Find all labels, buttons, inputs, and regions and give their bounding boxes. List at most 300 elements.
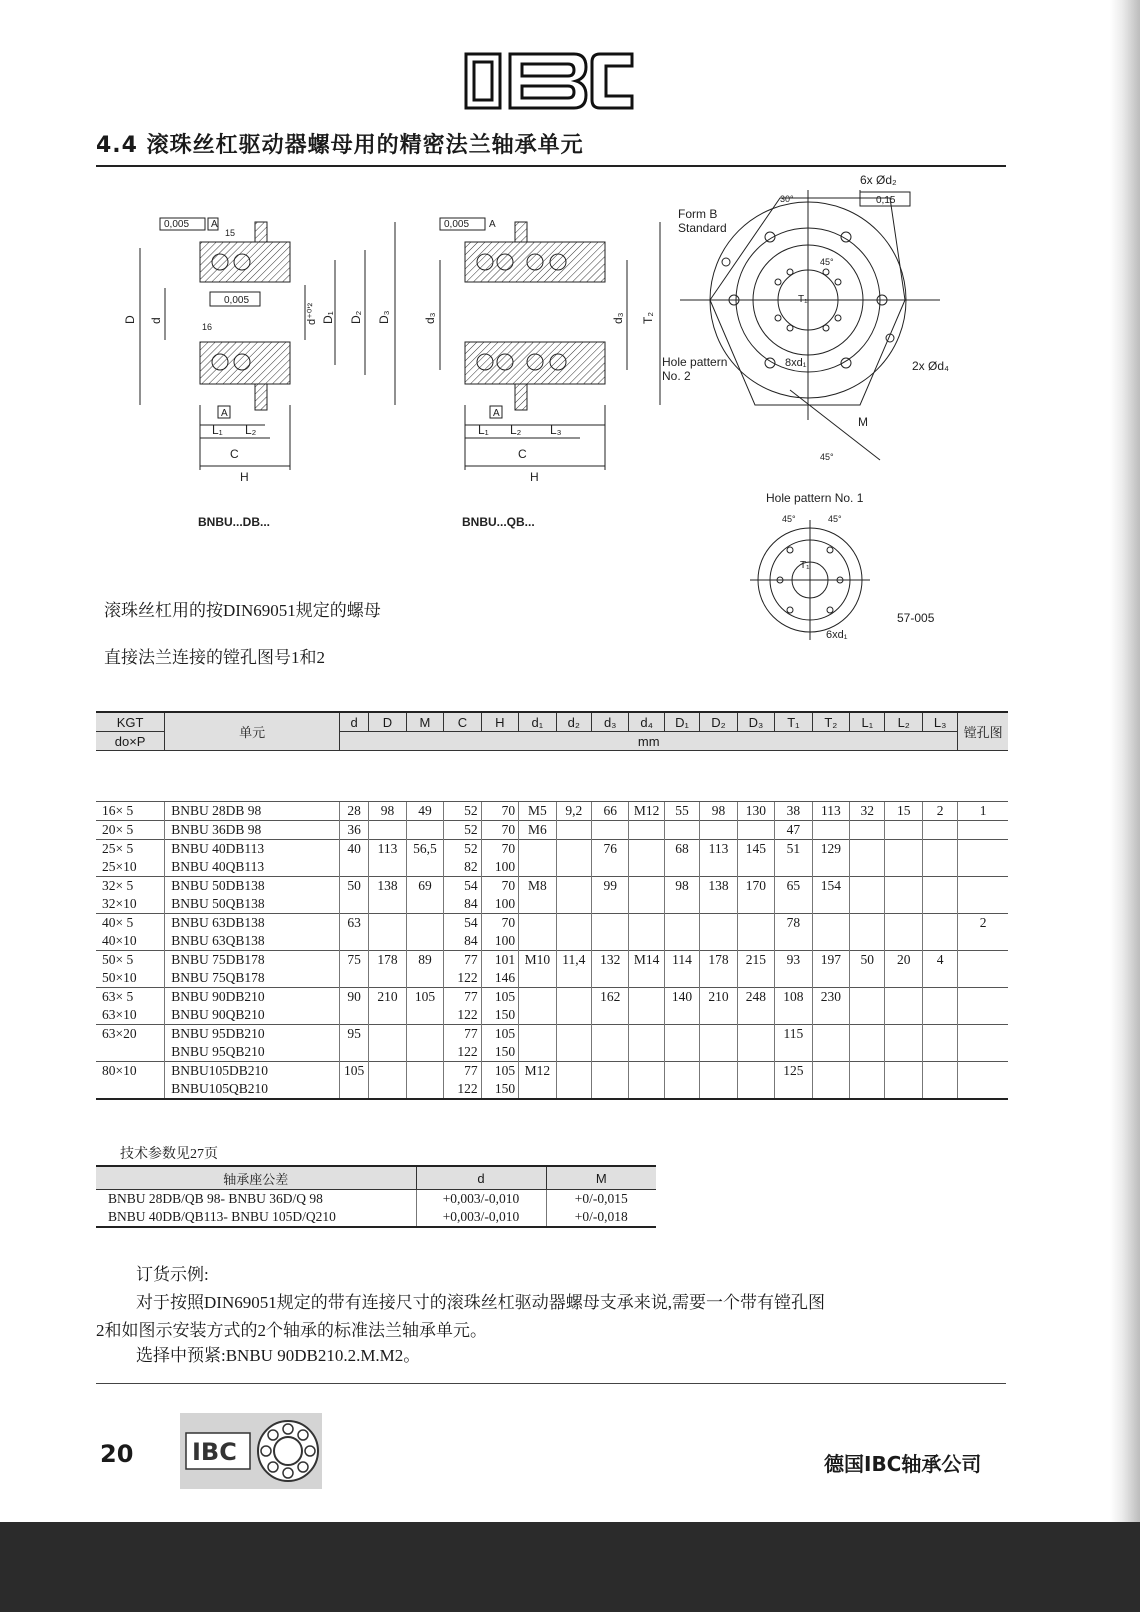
table-cell (885, 877, 922, 896)
table-cell: 150 (481, 1080, 518, 1098)
table-cell (629, 877, 664, 896)
table-cell (629, 1043, 664, 1062)
datum-a-mid: A (493, 408, 500, 419)
table-row (96, 821, 1008, 840)
table-cell: 129 (812, 840, 849, 859)
table-cell: 108 (775, 988, 812, 1007)
cell-kgt: 40× 5 (96, 914, 165, 933)
table-cell (812, 1062, 849, 1081)
cell-kgt (96, 1043, 165, 1062)
order-line-3: 选择中预紧:BNBU 90DB210.2.M.M2。 (136, 1346, 421, 1365)
label-6xd2: 6x Ød₂ (860, 173, 897, 187)
table-cell (519, 988, 556, 1007)
head-col: d₄ (629, 712, 664, 732)
table-cell (958, 951, 1008, 970)
table-cell (369, 969, 406, 988)
table-cell (340, 1080, 369, 1098)
table-cell (664, 1006, 699, 1025)
table-cell: 40 (340, 840, 369, 859)
table-cell (850, 914, 885, 933)
cell-kgt: 50× 5 (96, 951, 165, 970)
table-cell: 52 (444, 802, 481, 821)
head-col: M (406, 712, 443, 732)
table-cell: 98 (369, 802, 406, 821)
table-cell: 154 (812, 877, 849, 896)
table-cell (340, 858, 369, 877)
table-cell (591, 895, 628, 914)
table-cell: 68 (664, 840, 699, 859)
footer-logo-text: IBC (192, 1438, 237, 1466)
cell-kgt: 25× 5 (96, 840, 165, 859)
table-cell (700, 895, 737, 914)
table-cell (775, 895, 812, 914)
table-cell (737, 932, 774, 951)
label-H-mid: H (530, 470, 539, 484)
table-cell: 98 (700, 802, 737, 821)
order-title: 订货示例: (136, 1265, 209, 1284)
table-cell: 69 (406, 877, 443, 896)
table-cell (700, 914, 737, 933)
table-cell (591, 914, 628, 933)
table-cell (369, 932, 406, 951)
table-row (96, 802, 1008, 821)
head-col: L₃ (922, 712, 957, 732)
tol-cell: BNBU 28DB/QB 98- BNBU 36D/Q 98 (108, 1191, 323, 1206)
table-cell: 122 (444, 1006, 481, 1025)
table-cell (922, 1080, 957, 1098)
table-cell (340, 932, 369, 951)
datum-left: A (211, 219, 218, 230)
ibc-logo (462, 50, 636, 112)
dim-15: 15 (225, 228, 236, 238)
tol-cell: +0/-0,015 (546, 1190, 656, 1209)
head-col: T₂ (812, 712, 849, 732)
table-cell (406, 914, 443, 933)
table-cell (850, 988, 885, 1007)
table-cell (737, 858, 774, 877)
table-cell (406, 895, 443, 914)
cell-kgt: 25×10 (102, 859, 137, 874)
cell-unit: BNBU 75DB178 (165, 951, 340, 970)
table-cell (556, 1062, 591, 1081)
cell-unit: BNBU 63QB138 (165, 932, 340, 951)
head-col: C (444, 712, 481, 732)
table-cell (700, 1006, 737, 1025)
scan-bottom-band (0, 1522, 1140, 1612)
label-d3-right: d₃ (611, 312, 625, 324)
table-cell (885, 1062, 922, 1081)
label-L2-mid: L₂ (510, 423, 522, 437)
table-cell (556, 840, 591, 859)
cell-kgt: 16× 5 (96, 802, 165, 821)
table-cell (591, 932, 628, 951)
table-cell: M6 (519, 821, 556, 840)
table-cell: 145 (737, 840, 774, 859)
table-cell (958, 1043, 1008, 1062)
table-cell (340, 1006, 369, 1025)
table-cell: 162 (591, 988, 628, 1007)
table-cell: 146 (481, 969, 518, 988)
cell-kgt: 63× 5 (96, 988, 165, 1007)
label-8xd1: 8xd₁ (785, 357, 807, 369)
table-cell (340, 1043, 369, 1062)
table-cell (885, 932, 922, 951)
tol-row (96, 1208, 656, 1227)
table-cell (519, 1043, 556, 1062)
table-cell: 52 (444, 840, 481, 859)
table-cell (700, 932, 737, 951)
tol-head-m: M (546, 1166, 656, 1190)
table-cell (812, 932, 849, 951)
table-cell (519, 1080, 556, 1098)
table-cell (812, 1025, 849, 1044)
table-cell: 82 (444, 858, 481, 877)
table-cell (958, 988, 1008, 1007)
table-cell (850, 858, 885, 877)
table-cell: 54 (444, 914, 481, 933)
label-angle-45-c: 45° (782, 514, 796, 524)
table-cell (850, 1080, 885, 1098)
head-col: D₂ (700, 712, 737, 732)
table-cell: 140 (664, 988, 699, 1007)
tech-ref: 技术参数见27页 (120, 1147, 218, 1162)
table-cell (664, 895, 699, 914)
table-cell: M8 (519, 877, 556, 896)
table-cell (340, 969, 369, 988)
tolerance-table (96, 1165, 656, 1228)
tol-row (96, 1190, 656, 1209)
head-col: D (369, 712, 406, 732)
table-cell (629, 988, 664, 1007)
cell-unit: BNBU 90DB210 (165, 988, 340, 1007)
table-cell (369, 1025, 406, 1044)
table-cell: M12 (519, 1062, 556, 1081)
table-cell (556, 969, 591, 988)
table-cell (406, 969, 443, 988)
table-cell (664, 969, 699, 988)
table-cell (519, 858, 556, 877)
table-cell: 11,4 (556, 951, 591, 970)
table-cell: 122 (444, 969, 481, 988)
cell-unit: BNBU 63DB138 (165, 914, 340, 933)
tol-cell: +0,003/-0,010 (416, 1190, 546, 1209)
table-cell (885, 988, 922, 1007)
table-cell (700, 1080, 737, 1098)
table-cell (775, 932, 812, 951)
label-2xd4: 2x Ød₄ (912, 359, 949, 373)
table-cell: 75 (340, 951, 369, 970)
table-cell: 93 (775, 951, 812, 970)
table-cell (812, 858, 849, 877)
table-cell: 178 (700, 951, 737, 970)
table-cell: 100 (481, 895, 518, 914)
table-cell (519, 840, 556, 859)
table-cell (922, 932, 957, 951)
table-cell (369, 1006, 406, 1025)
table-cell (850, 1043, 885, 1062)
table-cell: 101 (481, 951, 518, 970)
table-cell: 105 (481, 1062, 518, 1081)
cell-unit: BNBU 95DB210 (165, 1025, 340, 1044)
table-cell: 105 (406, 988, 443, 1007)
table-cell (556, 914, 591, 933)
head-col: d (340, 712, 369, 732)
label-T2: T₂ (641, 312, 655, 324)
table-cell (885, 914, 922, 933)
label-hp2-a: Hole pattern (662, 355, 728, 369)
table-cell: 77 (444, 951, 481, 970)
cell-unit: BNBU 36DB 98 (165, 821, 340, 840)
table-cell (737, 895, 774, 914)
head-col: L₁ (850, 712, 885, 732)
table-cell: 70 (481, 914, 518, 933)
table-cell (369, 895, 406, 914)
table-cell (664, 1043, 699, 1062)
table-cell: 113 (700, 840, 737, 859)
table-cell (591, 858, 628, 877)
table-cell: 4 (922, 951, 957, 970)
table-row (96, 951, 1008, 970)
table-cell (629, 895, 664, 914)
table-cell (958, 858, 1008, 877)
table-cell: 1 (958, 802, 1008, 821)
table-cell (812, 969, 849, 988)
table-cell (369, 1062, 406, 1081)
table-cell (556, 1006, 591, 1025)
table-cell (922, 1062, 957, 1081)
table-cell (369, 914, 406, 933)
table-cell: 138 (369, 877, 406, 896)
table-cell (519, 1025, 556, 1044)
table-cell (922, 821, 957, 840)
table-cell: 9,2 (556, 802, 591, 821)
table-cell (629, 969, 664, 988)
table-cell (922, 877, 957, 896)
table-cell (664, 914, 699, 933)
cell-kgt: 32×10 (102, 896, 137, 911)
table-cell: 66 (591, 802, 628, 821)
table-row (96, 914, 1008, 933)
table-cell (885, 895, 922, 914)
cell-unit: BNBU105DB210 (165, 1062, 340, 1081)
table-cell: 125 (775, 1062, 812, 1081)
label-drawing-no: 57-005 (897, 611, 935, 625)
table-cell: 89 (406, 951, 443, 970)
footer-logo (180, 1413, 322, 1489)
table-cell: 70 (481, 802, 518, 821)
table-cell (812, 1080, 849, 1098)
label-angle-45-b: 45° (820, 452, 834, 462)
table-cell: M12 (629, 802, 664, 821)
table-cell (556, 877, 591, 896)
table-cell (664, 1025, 699, 1044)
table-cell (737, 821, 774, 840)
table-cell (885, 858, 922, 877)
label-hp2-b: No. 2 (662, 369, 691, 383)
table-cell: 54 (444, 877, 481, 896)
table-cell (775, 858, 812, 877)
tol-cell: +0,003/-0,010 (416, 1208, 546, 1227)
table-cell: 52 (444, 821, 481, 840)
table-cell: 210 (369, 988, 406, 1007)
table-cell (812, 1043, 849, 1062)
tol-cell: +0/-0,018 (546, 1208, 656, 1227)
table-row (96, 988, 1008, 1007)
table-cell: 70 (481, 877, 518, 896)
cell-kgt: 40×10 (102, 933, 137, 948)
cell-unit: BNBU 90QB210 (165, 1006, 340, 1025)
head-col: H (481, 712, 518, 732)
drawing-db (140, 218, 395, 470)
table-cell (591, 1062, 628, 1081)
table-cell (406, 1006, 443, 1025)
table-cell: 248 (737, 988, 774, 1007)
table-cell (664, 821, 699, 840)
table-cell: 20 (885, 951, 922, 970)
cell-unit: BNBU 95QB210 (165, 1043, 340, 1062)
table-cell (700, 969, 737, 988)
table-cell (591, 1080, 628, 1098)
intro-line-1: 滚珠丝杠用的按DIN69051规定的螺母 (104, 601, 381, 620)
head-col: d₃ (591, 712, 628, 732)
table-cell (629, 858, 664, 877)
table-cell: 178 (369, 951, 406, 970)
table-cell: M14 (629, 951, 664, 970)
table-cell (958, 1062, 1008, 1081)
table-cell (812, 821, 849, 840)
table-cell: 15 (885, 802, 922, 821)
label-angle-30: 30° (780, 194, 794, 204)
table-cell (737, 1025, 774, 1044)
table-cell (629, 840, 664, 859)
table-cell: 122 (444, 1080, 481, 1098)
table-cell (850, 969, 885, 988)
label-angle-45-a: 45° (820, 257, 834, 267)
table-cell (850, 821, 885, 840)
table-cell (519, 914, 556, 933)
table-cell: 138 (700, 877, 737, 896)
label-d: d (149, 317, 163, 324)
table-cell (958, 840, 1008, 859)
table-cell: 122 (444, 1043, 481, 1062)
intro-line-2: 直接法兰连接的镗孔图号1和2 (104, 648, 325, 667)
table-cell (922, 914, 957, 933)
table-cell (406, 1025, 443, 1044)
table-cell: 28 (340, 802, 369, 821)
table-cell (958, 877, 1008, 896)
table-cell (591, 1025, 628, 1044)
table-cell (556, 858, 591, 877)
table-cell (700, 858, 737, 877)
table-cell (664, 858, 699, 877)
table-cell (922, 858, 957, 877)
table-cell (775, 1043, 812, 1062)
table-cell (958, 1080, 1008, 1098)
table-cell: 70 (481, 821, 518, 840)
label-6xd1: 6xd₁ (826, 629, 848, 641)
table-cell (406, 1080, 443, 1098)
label-standard: Standard (678, 221, 727, 235)
table-cell (629, 1006, 664, 1025)
head-col: L₂ (885, 712, 922, 732)
table-cell (958, 1006, 1008, 1025)
head-kgt: KGT (96, 712, 165, 732)
footer-rule (96, 1383, 1006, 1384)
table-row (96, 877, 1008, 896)
table-cell (519, 895, 556, 914)
company-name: 德国IBC轴承公司 (824, 1452, 982, 1476)
cell-unit: BNBU 50QB138 (165, 895, 340, 914)
table-cell: 230 (812, 988, 849, 1007)
table-cell (922, 1043, 957, 1062)
cell-kgt: 63×10 (102, 1007, 137, 1022)
table-cell (406, 1043, 443, 1062)
datum-mid: A (489, 219, 496, 230)
table-cell (737, 969, 774, 988)
label-hp1: Hole pattern No. 1 (766, 491, 864, 505)
table-cell: 78 (775, 914, 812, 933)
table-cell (591, 969, 628, 988)
logo-text: IBC (549, 90, 551, 91)
table-cell: M5 (519, 802, 556, 821)
table-cell (812, 1006, 849, 1025)
table-cell (922, 1006, 957, 1025)
table-cell: 197 (812, 951, 849, 970)
table-cell (700, 1025, 737, 1044)
table-cell: 65 (775, 877, 812, 896)
table-row (96, 1080, 1008, 1098)
table-cell (369, 821, 406, 840)
table-cell (958, 969, 1008, 988)
table-cell (556, 1080, 591, 1098)
head-col: D₃ (737, 712, 774, 732)
table-cell (556, 932, 591, 951)
table-row (96, 1043, 1008, 1062)
table-cell (922, 840, 957, 859)
table-cell (519, 1006, 556, 1025)
table-cell (406, 932, 443, 951)
technical-drawings (90, 170, 1010, 670)
tol-cell: BNBU 40DB/QB113- BNBU 105D/Q210 (108, 1209, 336, 1224)
table-cell: M10 (519, 951, 556, 970)
table-cell: 63 (340, 914, 369, 933)
table-cell: 50 (340, 877, 369, 896)
table-cell (629, 914, 664, 933)
table-cell (700, 821, 737, 840)
table-cell (885, 1025, 922, 1044)
table-cell (737, 1080, 774, 1098)
table-cell: 105 (481, 988, 518, 1007)
cell-unit: BNBU 40DB113 (165, 840, 340, 859)
table-cell: 115 (775, 1025, 812, 1044)
label-H-left: H (240, 470, 249, 484)
cell-kgt (96, 1080, 165, 1098)
table-cell: 55 (664, 802, 699, 821)
cell-unit: BNBU105QB210 (165, 1080, 340, 1098)
tol-head-housing: 轴承座公差 (96, 1166, 416, 1190)
table-cell: 98 (664, 877, 699, 896)
table-cell (664, 1080, 699, 1098)
table-cell (629, 1062, 664, 1081)
table-cell: 170 (737, 877, 774, 896)
table-cell (775, 969, 812, 988)
table-cell (591, 821, 628, 840)
table-cell: 77 (444, 1025, 481, 1044)
table-cell (556, 1043, 591, 1062)
label-C-mid: C (518, 447, 527, 461)
label-d-tol: d⁺⁰'² (306, 302, 318, 325)
table-cell (629, 932, 664, 951)
